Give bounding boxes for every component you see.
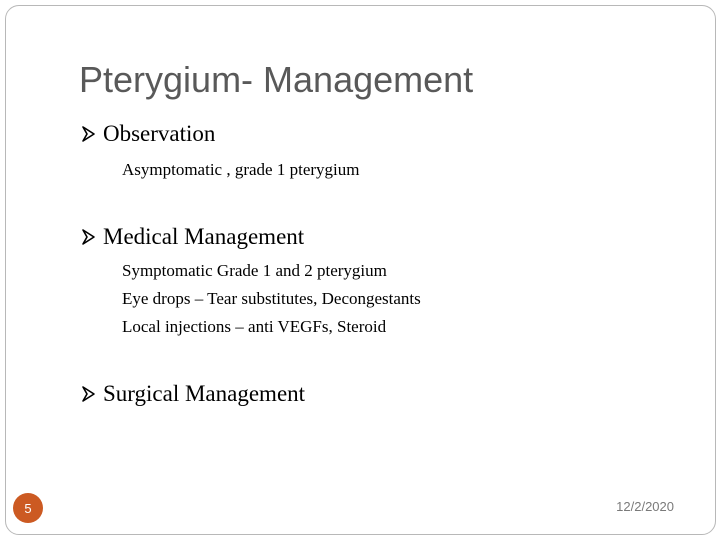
bullet-medical-management — [80, 223, 304, 251]
sub-item: Local injections – anti VEGFs, Steroid — [122, 317, 387, 336]
sub-item: Symptomatic Grade 1 and 2 pterygium — [122, 261, 387, 280]
slide-number-badge: 5 — [13, 493, 43, 523]
arrow-bullet-icon — [80, 227, 100, 247]
bullet-observation — [80, 120, 215, 148]
arrow-bullet-icon — [80, 124, 100, 144]
sub-item: Eye drops – Tear substitutes, Decongestants — [122, 289, 421, 308]
bullet-surgical-management — [80, 380, 305, 408]
bullet-heading: Medical Management — [103, 224, 305, 249]
bullet-heading: Observation — [103, 121, 216, 146]
sub-item: Asymptomatic , grade 1 pterygium — [122, 160, 360, 179]
slide-date: 12/2/2020 — [616, 499, 674, 514]
bullet-heading: Surgical Management — [103, 381, 306, 406]
arrow-bullet-icon — [80, 384, 100, 404]
slide-title: Pterygium- Management — [79, 59, 474, 100]
